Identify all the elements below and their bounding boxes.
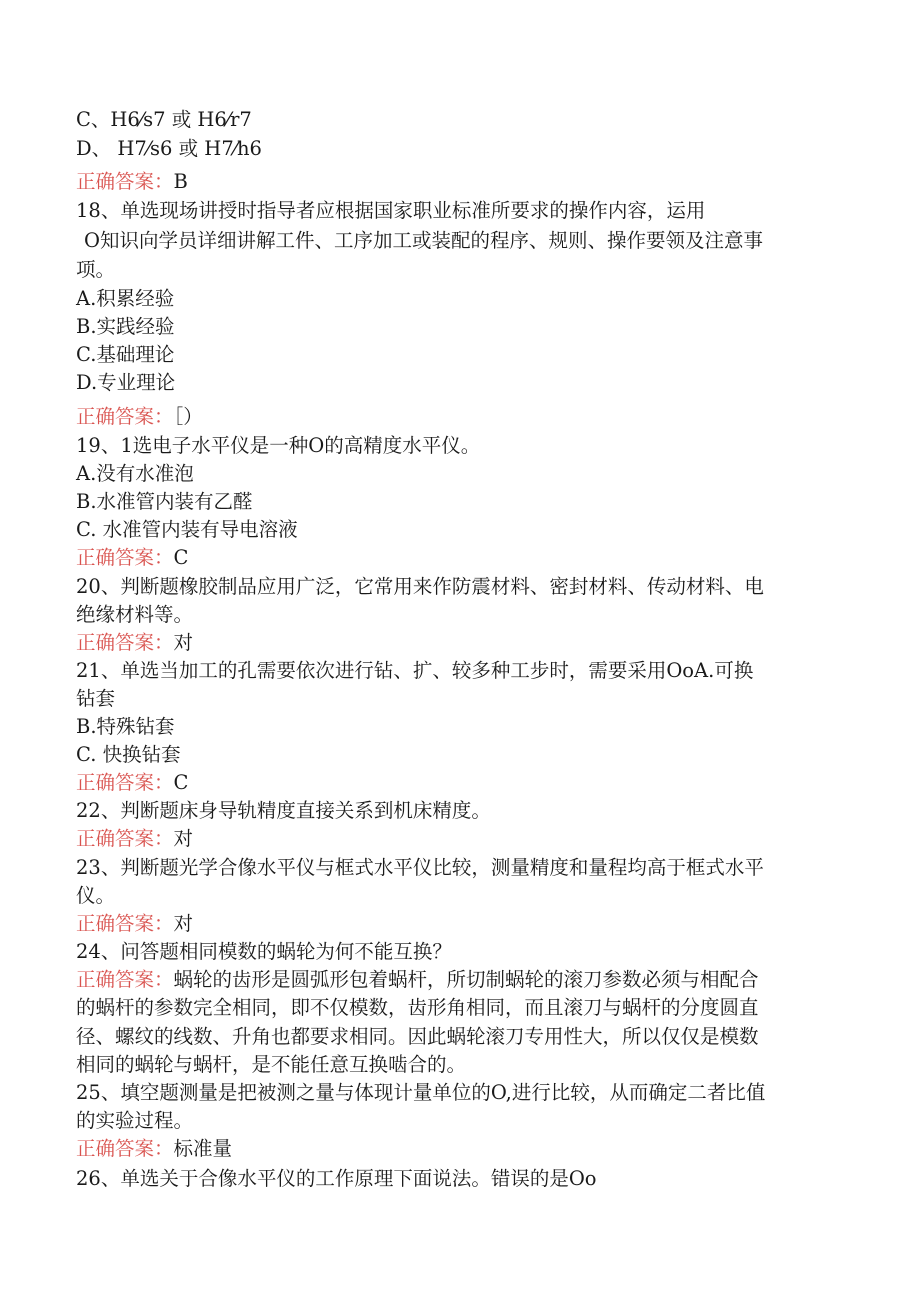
option-c: C、H6⁄s7 或 H6⁄r7 <box>76 108 252 131</box>
answer-label: 正确答案： <box>76 631 174 654</box>
option-b: B.特殊钻套 <box>76 715 175 738</box>
question-25: 25、填空题测量是把被测之量与体现计量单位的O,进行比较，从而确定二者比值 <box>76 1081 766 1104</box>
option-a: A.积累经验 <box>76 287 175 310</box>
answer-line <box>76 1135 232 1163</box>
answer-line <box>76 910 193 938</box>
answer-label: 正确答案： <box>76 771 174 794</box>
answer-value: 对 <box>173 912 194 935</box>
answer-label: 正确答案： <box>76 546 174 569</box>
answer-value: 标准量 <box>173 1137 233 1160</box>
option-c: C.基础理论 <box>76 343 175 366</box>
question-text: 钻套 <box>76 687 116 710</box>
answer-line <box>76 825 193 853</box>
answer-label: 正确答案： <box>76 1137 174 1160</box>
question-text: 绝缘材料等。 <box>76 603 194 626</box>
option-c: C. 快换钻套 <box>76 743 181 766</box>
answer-label: 正确答案： <box>76 405 174 428</box>
question-text: O知识向学员详细讲解工件、工序加工或装配的程序、规则、操作要领及注意事 <box>84 229 763 252</box>
answer-value: B <box>173 170 188 193</box>
answer-line <box>76 168 188 196</box>
question-23: 23、判断题光学合像水平仪与框式水平仪比较，测量精度和量程均高于框式水平 <box>76 856 764 879</box>
answer-line <box>76 769 188 797</box>
question-22: 22、判断题床身导轨精度直接关系到机床精度。 <box>76 799 491 822</box>
answer-label: 正确答案： <box>76 912 174 935</box>
option-d: D、 H7⁄s6 或 H7⁄h6 <box>76 137 262 160</box>
answer-line <box>76 629 193 657</box>
question-18: 18、单选现场讲授时指导者应根据国家职业标准所要求的操作内容，运用 <box>76 199 706 222</box>
question-text: 仪。 <box>76 884 116 907</box>
answer-line <box>76 403 203 431</box>
answer-text: 相同的蜗轮与蜗杆，是不能任意互换啮合的。 <box>76 1053 467 1076</box>
answer-value: C <box>173 546 189 569</box>
question-text: 项。 <box>76 258 116 281</box>
question-24: 24、问答题相同模数的蜗轮为何不能互换？ <box>76 940 452 963</box>
answer-line <box>76 966 759 994</box>
question-26: 26、单选关于合像水平仪的工作原理下面说法。错误的是Oo <box>76 1167 597 1190</box>
option-d: D.专业理论 <box>76 371 176 394</box>
answer-text: 径、螺纹的线数、升角也都要求相同。因此蜗轮滚刀专用性大，所以仅仅是模数 <box>76 1025 759 1048</box>
option-a: A.没有水准泡 <box>76 462 194 485</box>
question-19: 19、1选电子水平仪是一种O的高精度水平仪。 <box>76 434 481 457</box>
answer-value: 对 <box>173 631 194 654</box>
option-b: B.实践经验 <box>76 315 175 338</box>
answer-value: 蜗轮的齿形是圆弧形包着蜗杆，所切制蜗轮的滚刀参数必须与相配合 <box>173 968 759 991</box>
answer-value: C <box>173 771 189 794</box>
answer-label: 正确答案： <box>76 170 174 193</box>
answer-label: 正确答案： <box>76 968 174 991</box>
option-c: C. 水准管内装有导电溶液 <box>76 518 298 541</box>
question-21: 21、单选当加工的孔需要依次进行钻、扩、较多种工步时，需要采用OoA.可换 <box>76 659 754 682</box>
answer-line <box>76 544 188 572</box>
answer-label: 正确答案： <box>76 827 174 850</box>
option-b: B.水准管内装有乙醛 <box>76 490 253 513</box>
question-20: 20、判断题橡胶制品应用广泛，它常用来作防震材料、密封材料、传动材料、电 <box>76 575 764 598</box>
question-text: 的实验过程。 <box>76 1109 194 1132</box>
answer-text: 的蜗杆的参数完全相同，即不仅模数，齿形角相同，而且滚刀与蜗杆的分度圆直 <box>76 996 759 1019</box>
answer-value: 对 <box>173 827 194 850</box>
answer-value: ［） <box>173 405 203 428</box>
